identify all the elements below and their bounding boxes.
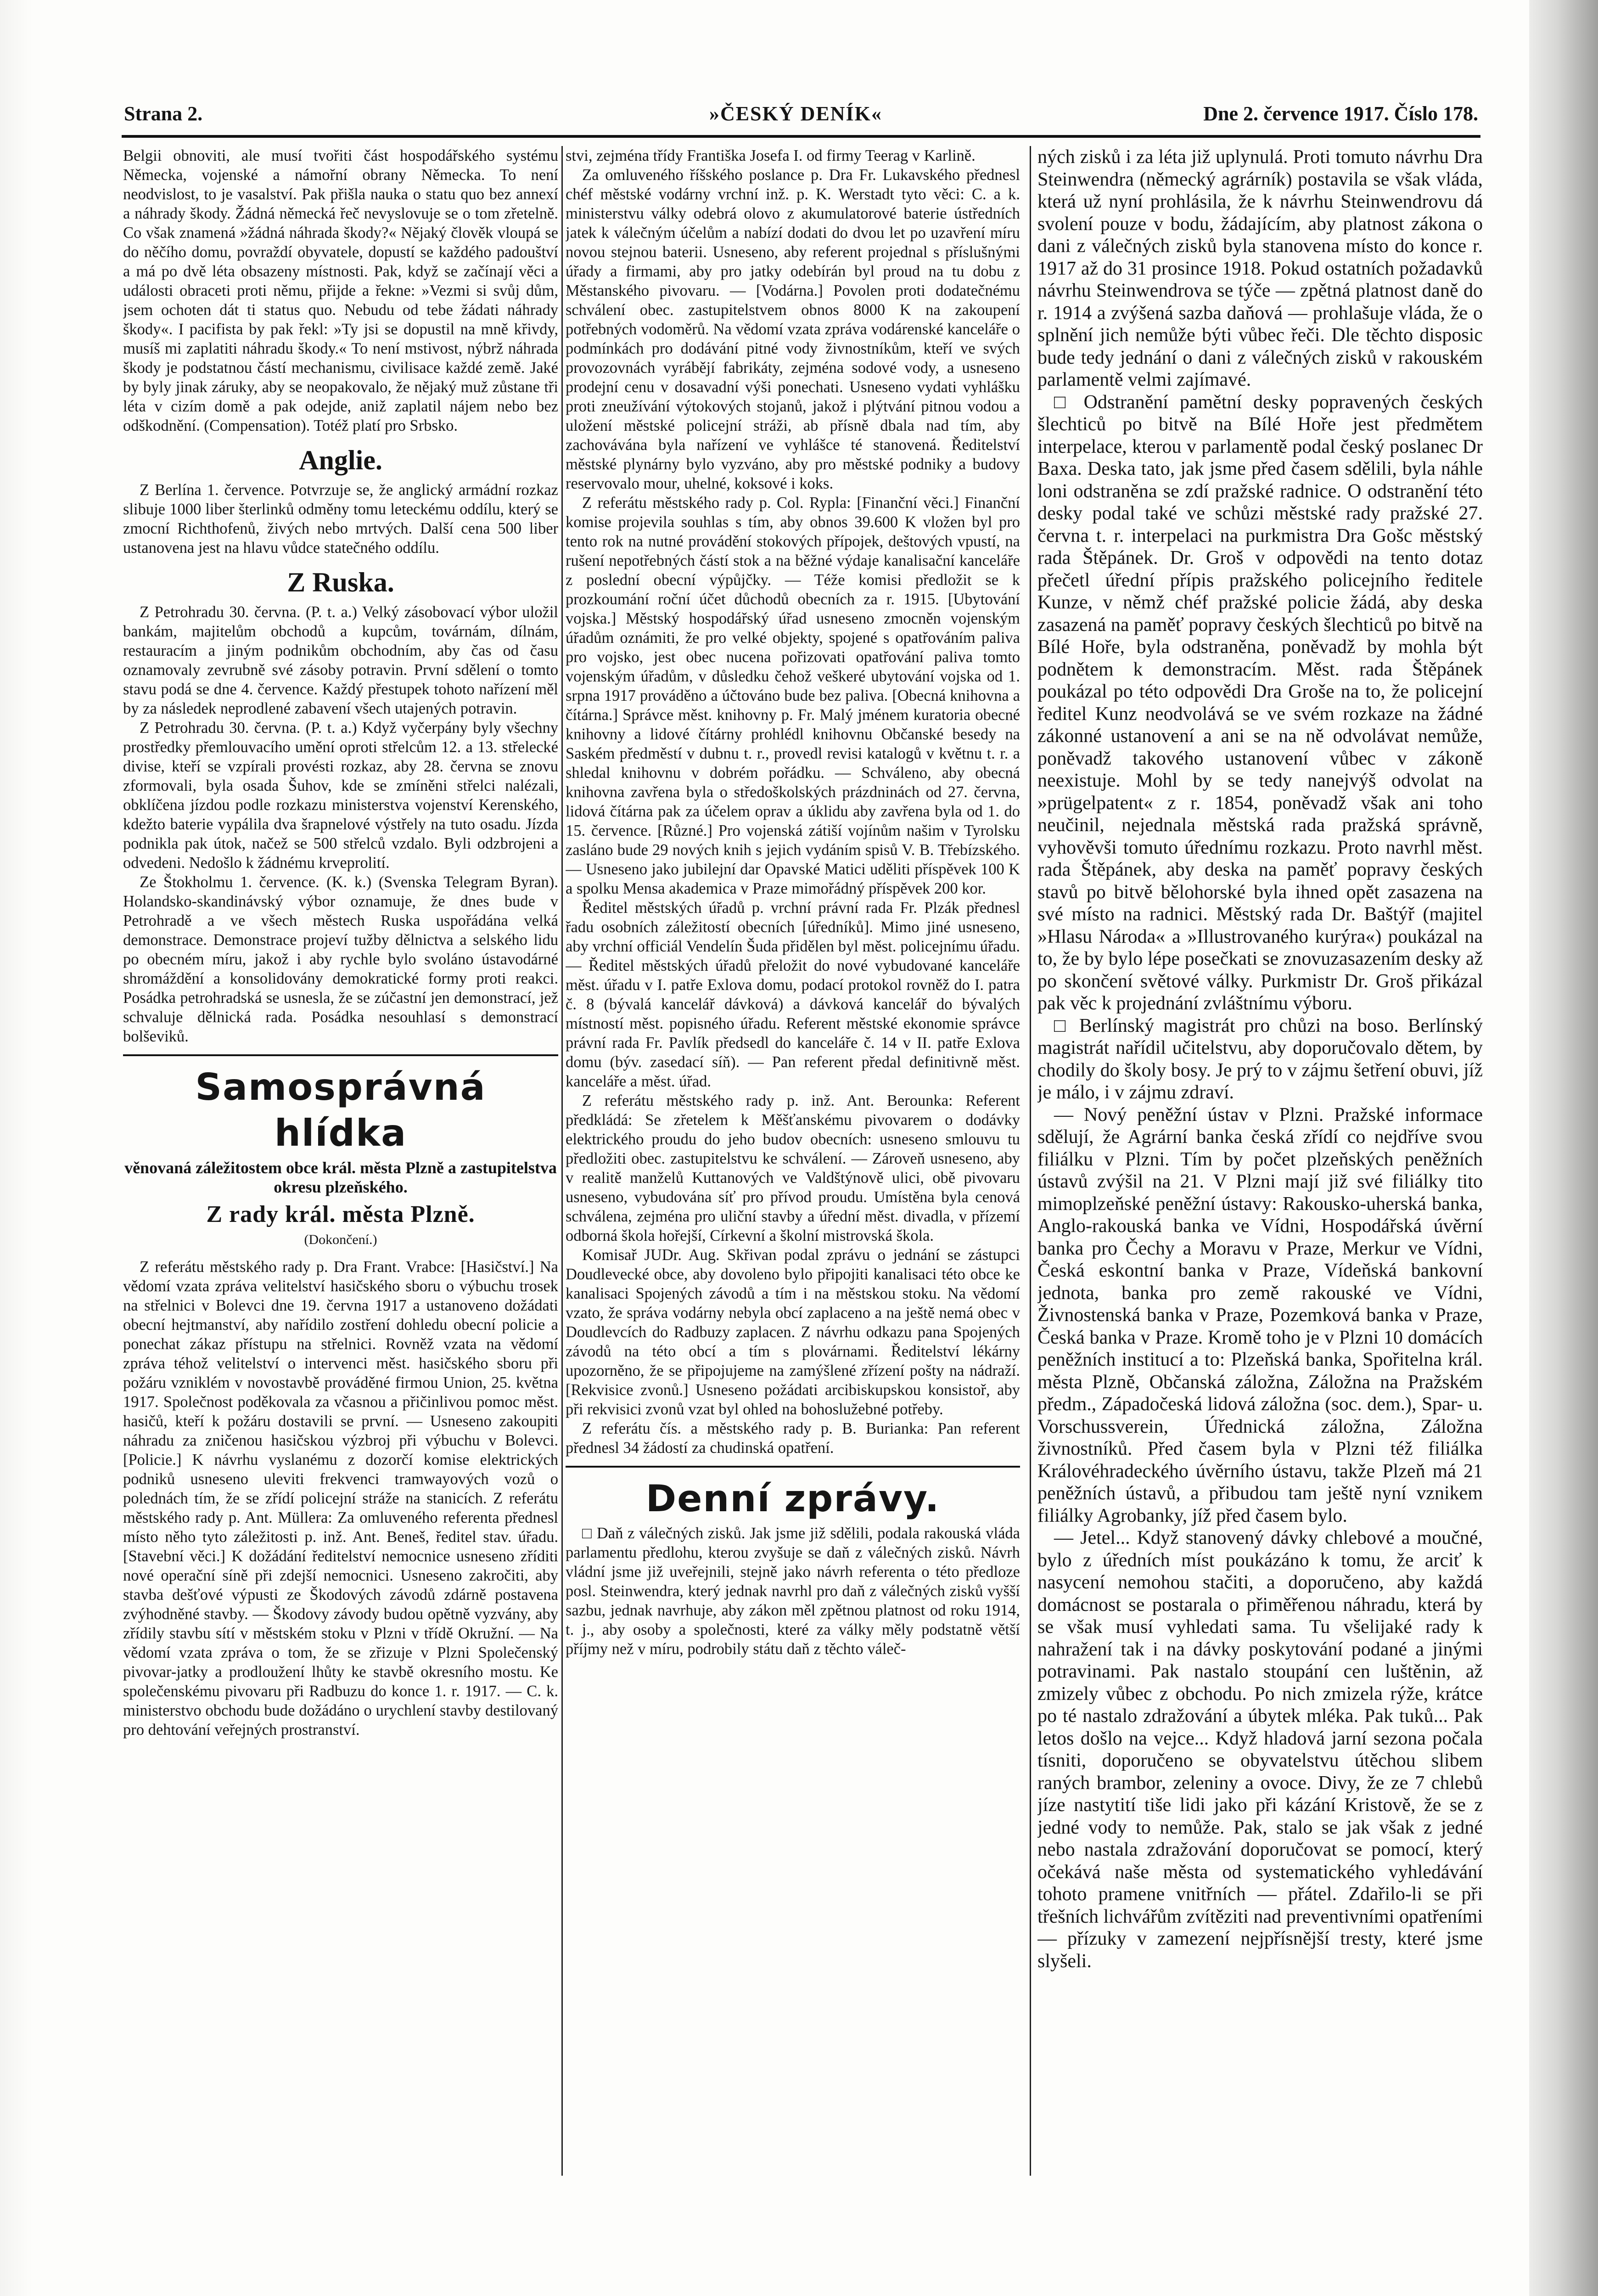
continuation-note: (Dokončení.): [304, 1232, 377, 1247]
belgium-article: Belgii obnoviti, ale musí tvořiti část hospodářského systému Německa, vojenské a námořní obrany Německa. To není neodvislost, to je vasalství. Pak přišla nauka o statu quo bez annexí a náhrady škody. Žádná německá řeč nevyslovuje se o tom zřetelně. Co však znamená »žádná náhrada škody?« Nějaký člověk vloupá se do něčího domu, povraždí obyvatele, dopustí se každého padouštví a má po dvě léta obsazeny místnosti. Pak, když se začínají věci a události obraceti proti němu, přijde a řekne: »Vezmi si svůj dům, jsem ochoten dát ti status quo. Nebudu od tebe žádati náhrady škody«. I pacifista by pak řekl: »Ty jsi se dopustil na mně křivdy, musíš mi zaplatiti náhradu škody.« To není mstivost, nýbrž náhrada škody je podstatnou částí mechanismu, civilisace každé země. Jaké by byly jinak záruky, aby se neopakovalo, že nějaký muž zůstane tři léta v cizím domě a pak odejde, aniž zaplatil nájem nebo bez odškodnění. (Compensation). Totéž platí pro Srbsko.: [123, 147, 558, 434]
page-number: Strana 2.: [124, 102, 203, 125]
berlin-article: □ Berlínský magistrát pro chůzi na boso. Berlínský magistrát nařídil učitelstvu, aby doporučovalo dětem, by chodily do školy bosy. Je prý to v zájmu šetření obuvi, jíž je málo, i v zájmu zdraví.: [1037, 1015, 1483, 1103]
newspaper-title: »ČESKÝ DENÍK«: [709, 102, 882, 125]
ruska-article-1: Z Petrohradu 30. června. (P. t. a.) Velký zásobovací výbor uložil bankám, majitelům obchodů a kupcům, továrnám, dílnám, restauracím a jiným podnikům obchodním, aby čas od času oznamovaly zevrubně své zásoby potravin. První sdělení o tomto stavu podá se dne 4. července. Každý přestupek tohoto nařízení měl by za následek neprodlené zabavení všech utajených potravin.: [123, 603, 558, 717]
council-text-1: stvi, zejména třídy Františka Josefa I. od firmy Teerag v Karlině.: [566, 147, 976, 164]
ruska-article-3: Ze Štokholmu 1. července. (K. k.) (Svenska Telegram Byran). Holandsko-skandinávský výbor oznamuje, že dnes bude v Petrohradě a ve všech městech Ruska uspořádána velká demonstrace. Demonstrace projeví tužby dělnictva a selského lidu po obecném míru, jakož i aby rychle bylo svoláno ústavodárné shromáždění a konsolidovány demokratické formy proti reakci. Posádka petrohradská se usnesla, že se zúčastní jen demonstrací, jež schvaluje dělnická rada. Posádka nesouhlasí s demonstrací bolševiků.: [123, 873, 558, 1045]
section-rule: [123, 1054, 558, 1056]
samosprava-subheading: věnovaná záležitostem obce král. města Plzně a zastupitelstva okresu plzeňského.: [124, 1159, 557, 1196]
ruska-article-2: Z Petrohradu 30. června. (P. t. a.) Když vyčerpány byly všechny prostředky přemlouvacího umění oproti střelcům 12. a 13. střelecké divise, kteří se vzpírali provésti rozkaz, aby 28. června se znovu zformovali, byla osada Šuhov, kde se zmíněni střelci nalézali, obklíčena jízdou podle rozkazu ministerstva vojenství Kerenského, kdežto baterie vypálila dva šrapnelové výstřely na tuto osadu. Jízda podnikla pak útok, načež se 500 střelců vzdalo. Byli odzbrojeni a odvedeni. Nedošlo k žádnému krveprolití.: [123, 719, 558, 872]
scan-right-edge: [1529, 0, 1598, 2296]
scan-left-edge: [0, 0, 32, 2296]
denni-heading: Denní zprávy.: [645, 1477, 940, 1520]
header-rule: [122, 135, 1480, 138]
jetel-article: — Jetel... Když stanovený dávky chlebové a moučné, bylo z úředních míst poukázáno k tomu, že arciť k nasycení nemohou stačiti, a doporučeno, aby každá domácnost se postarala o přiměřenou náhradu, která by se však musí vyhledati sama. Tu všelijaké rady k nahražení tak i na dávky poskytování podané a jinými potravinami. Pak nastalo stoupání cen luštěnin, až zmizely vůbec z obchodu. Po nich zmizela rýže, krátce po té nastalo zdražování a úbytek mléka. Pak tuků... Pak letos došlo na vejce... Když hladová jarní sezona počala tísniti, doporučeno se obyvatelstvu útěchou slibem raných brambor, zeleniny a ovoce. Divy, že ze 7 chlebů jíze nastytití tiše lidi jako při kázání Kristově, že se z jedné vody to nemůže. Pak, stalo se jak však z jedné nebo nastala zdražování doporučovat se pomocí, který očekává naše města od systematického vyhledávání tohoto pramene vnitřních — přátel. Zdařilo-li se při třešních lichvářům zvítěziti nad preventivními opatřeními — přízuky v zamezení nejpřísnější tresty, které jsme slyšeli.: [1037, 1527, 1483, 1972]
page-header: [124, 102, 1478, 134]
rady-article: Z referátu městského rady p. Dra Frant. Vrabce: [Hasičství.] Na vědomí vzata zpráva velitelství hasičského sboru o výbuchu trosek na střelnici v Bolevci dne 19. června 1917 a ustanoveno dožádati obecní hejtmanství, aby nařídilo zostření dohledu obecní policie a ponechat zákaz přístupu na střelnici. Rovněž vzata na vědomí zpráva téhož velitelství o intervenci měst. hasičského sboru při požáru vzniklém v novostavbě prováděné firmou Union, 25. května 1917. Společnost poděkovala za včasnou a přičinlivou pomoc měst. hasičů, kteří k požáru dostavili se první. — Usneseno zakoupiti náhradu za zničenou hasičskou výzbroj při výbuchu v Bolevci. [Policie.] K návrhu vyslanému z dozorčí komise elektrických podniků usneseno uleviti frekvenci tramwayových vozů o polednách tím, že se zřídí policejní stráže na stanicích. Z referátu městského rady p. Ant. Müllera: Za omluveného referenta přednesl místo něho tyto záležitosti p. inž. Ant. Beneš, ředitel stav. úřadu. [Stavební věci.] K dožádání ředitelství nemocnice usneseno zříditi nové operační síně při zdejší nemocnici. Usneseno zakročiti, aby stavba dešťové výpusti ze Škodových závodů zdárně postavena zvýhodněné stavby. — Škodovy závody budou opětně vyzvány, aby zřídily stavbu sítí v městském stoku v Plzni v třídě Okružní. — Na vědomí vzata zpráva o tom, že se zřizuje v Plzni Společenský pivovar-jatky a prodloužení lhůty ke stavbě okresního mostu. Ke společenskému pivovaru při Radbuzu do konce 1. r. 1917. — C. k. ministerstvo obchodu bude dožádáno o urychlení stavby destilovaný pro dehtování veřejných prostranství.: [123, 1258, 558, 1739]
council-text-2: Za omluveného říšského poslance p. Dra Fr. Lukavského přednesl chéf městské vodárny vrchní inž. p. K. Werstadt tyto věci: C. a k. ministerstvu války odebrá olovo z akumulatorové baterie ústředních jatek k válečným účelům a nabízí dodati do dvou let po uzavření míru novou stejnou baterii. Usneseno, aby referent projednal s příslušnými úřady a firmami, aby pro jatky odebírán byl proud na tu dobu z Městanského pivovaru. — [Vodárna.] Povolen proti dodatečnému schválení obec. zastupitelstvem obnos 8000 K na zakoupení potřebných vodoměrů. Na vědomí vzata zpráva vodárenské kanceláře o podmínkách pro dodávání pitné vody živnostníkům, kteří ve svých provozovnách vyrábějí fabrikáty, zejména sodové vody, a usneseno prodejní cenu v dosavadní výši ponechati. Usneseno vydati vyhlášku proti zneužívání výtokových stojanů, jakož i plýtvání pitnou vodou a uložení městské policejní stráži, ab přísně dbala nad tím, aby zachovávána byla nařízení ve vyhlášce té stanovená. Ředitelství městské plynárny bylo vyzváno, aby pro městské podniky a budovy reservovalo mour, uhelné, koksové i koks.: [566, 166, 1020, 492]
column-divider-2: [1030, 146, 1031, 2176]
council-text-4: Ředitel městských úřadů p. vrchní právní rada Fr. Plzák přednesl řadu osobních záležitostí obecních [úředníků]. Mimo jiné usneseno, aby vrchní officiál Vendelín Šuda přidělen byl měst. policejnímu úřadu. — Ředitel městských úřadů přeložit do nové vybudované kanceláře měst. úřadu v I. patře Exlova domu, podací protokol rovněž do I. patra č. 8 (bývalá kancelář dávková) a dávková kancelář do bývalých místností měst. popisného úřadu. Referent městské ekonomie správce právní rada Fr. Pavlík předsedl do kanceláře č. 14 v II. patře Exlova domu (býv. zasedací síň). — Pan referent předal definitivně měst. kanceláře a měst. úřad.: [566, 899, 1020, 1090]
ruska-heading: Z Ruska.: [287, 567, 394, 597]
council-text-6: Komisař JUDr. Aug. Skřivan podal zprávu o jednání se zástupci Doudlevecké obce, aby dovoleno bylo připojiti kanalisaci této obce ke kanalisaci Spojených závodů a tím i na městskou stoku. Na vědomí vzato, že správa vodárny nebyla obcí zaplaceno a na ještě nemá obec v Doudlevcích do Radbuzy zaplacen. Z návrhu odkazu pana Spojených závodů na této obcí a tím s plovárnami. Ředitelství lékárny upozorněno, že se připojujeme na zamýšlené zřízení pošty na nádraží. [Rekvisice zvonů.] Usneseno požádati arcibiskupskou konsistoř, aby při rekvisici zvonů vzat byl ohled na bohoslužebné potřeby.: [566, 1246, 1020, 1418]
tax-article-cont: ných zisků i za léta již uplynulá. Proti tomuto návrhu Dra Steinwendra (německý agrárník) postavila se však vláda, která už nyní prohlásila, že k návrhu Steinwendrovu dá svolení pouze v bodu, žádajícím, aby platnost zákona o dani z válečných zisků byla stanovena místo do konce r. 1917 až do 31 prosince 1918. Pokud ostatních požadavků návrhu Steinwendrova se týče — zpětná platnost daně do r. 1914 a zvýšená sazba daňová — prohlašuje vláda, že o splnění jich nemůže býti vůbec řeči. Dle těchto disposic bude tedy jednání o dani z válečných zisků v rakouském parlamentě velmi zajímavé.: [1037, 146, 1483, 390]
council-text-5: Z referátu městského rady p. inž. Ant. Berounka: Referent předkládá: Se zřetelem k Měšťanskému pivovarem o dodávky elektrického proudu do jeho budov obecních: usneseno smlouvu tu předložiti obec. zastupitelstvu ke schválení. — Zároveň usneseno, aby v realitě manželů Kuttanových ve Valdštýnově ulici, obě pivovaru usneseno, vybudována síť pro přívod proudu. Umístěna byla cenová schválena, zejména pro uliční stavby a úřední měst. divadla, v přízemí odborná škola hořejší, Církevní a školní mistrovská škola.: [566, 1092, 1020, 1244]
issue-date: Dne 2. července 1917. Číslo 178.: [1203, 102, 1478, 125]
column-divider-1: [561, 146, 563, 2176]
column-2: [566, 146, 1020, 2176]
anglie-article: Z Berlína 1. července. Potvrzuje se, že anglický armádní rozkaz slibuje 1000 liber šterlinků odměny tomu leteckému oddílu, který se zmocní Richthofenů, živých nebo mrtvých. Další cena 500 liber ustanovena jest na hlavu vůdce statečného oddílu.: [123, 481, 558, 557]
section-rule-2: [566, 1466, 1020, 1468]
bank-article: — Nový peněžní ústav v Plzni. Pražské informace sdělují, že Agrární banka česká zřídí co nejdříve svou filiálku v Plzni. Tím by počet plzeňských peněžních ústavů zvýšil na 21. V Plzni mají již své filiálky tito mimoplzeňské peněžní ústavy: Rakousko-uherská banka, Anglo-rakouská banka ve Vídni, Hospodářská úvěrní banka pro Čechy a Moravu v Praze, Merkur ve Vídni, Česká eskontní banka v Praze, Vídeňská bankovní jednota, banka pro země rakouské ve Vídni, Živnostenská banka v Praze, Pozemková banka v Praze, Česká banka v Praze. Kromě toho je v Plzni 10 domácích peněžních institucí a to: Plzeňská banka, Spořitelna král. města Plzně, Občanská záložna, Záložna na Pražském předm., Západočeská lidová záložna (soc. dem.), Spar- u. Vorschussverein, Úřednická záložna, Záložna živnostníků. Před časem byla v Plzni též filiálka Královéhradeckého úvěrního ústavu, takže Plzeň má 21 peněžních ústavů, a přibudou tam ještě nyní vznikem filiálky Agrobanky, jíž před časem bylo.: [1037, 1104, 1483, 1526]
rady-heading: Z rady král. města Plzně.: [206, 1201, 475, 1227]
column-1: [123, 146, 558, 2176]
council-text-3: Z referátu městského rady p. Col. Rypla: [Finanční věci.] Finanční komise projevila souhlas s tím, aby obnos 39.600 K vložen byl pro tento rok na nutné provádění stokových přípojek, deštových vpustí, na rušení nepotřebných částí stok a na běžné výdaje kanalisační kanceláře z poslední obecní výpůjčky. — Téže komisi předložit se k prozkoumání roční účet důchodů obecních za r. 1915. [Ubytování vojska.] Městský hospodářský úřad usneseno zmocněn vojenským úřadům oznámiti, že pro velké objekty, spojené s opatřováním paliva pro vojsko, jest obec nucena pořizovati opatřování paliva tomto vojenským úřadům, v důsledku čehož veškeré ubytování vojska od 1. srpna 1917 prováděno a účtováno bude bez paliva. [Obecná knihovna a čítárna.] Správce měst. knihovny p. Fr. Malý jménem kuratoria obecné knihovny a lidové čítárny prohlédl knihovnu Občanské besedy na Saském předměstí v dubnu t. r., provedl revisi katalogů v květnu t. r. a shledal knihovnu v dobrém pořádku. — Schváleno, aby obecná knihovna zavřena byla o středoškolských prázdninách od 27. června, lidová čítárna pak za účelem oprav a úklidu aby zavřena byla od 1. do 15. července. [Různé.] Pro vojenská zátiší vojínům našim v Tyrolsku zasláno bude 29 nových knih s jejich vydáním spisů V. B. Třebízského. — Usneseno jako jubilejní dar Opavské Matici uděliti příspěvek 100 K a spolku Mensa akademica v Praze mimořádný příspěvek 200 kor.: [566, 494, 1020, 897]
column-3: [1037, 146, 1483, 2176]
council-text-7: Z referátu čís. a městského rady p. B. Burianka: Pan referent přednesl 34 žádostí za chudinská opatření.: [566, 1420, 1020, 1457]
anglie-heading: Anglie.: [299, 445, 382, 475]
plaque-article: □ Odstranění pamětní desky popravených českých šlechticů po bitvě na Bílé Hoře jest předmětem interpelace, kterou v parlamentě podal český poslanec Dr Baxa. Deska tato, jak jsme před časem sdělili, byla náhle loni odstraněna se zdí pražské radnice. O odstranění této desky podal také ve schůzi městské rady pražské 27. června t. r. interpelaci na purkmistra Dra Gošc městský rada Štěpánek. Dr. Groš v odpovědi na tento dotaz přečetl úřední přípis pražského policejního ředitele Kunze, v němž chéf pražské policie žádá, aby deska zasazená na paměť popravy českých šlechticů po bitvě na Bílé Hoře, byla odstraněna, poněvadž by mohla být podnětem k demonstracím. Měst. rada Štěpánek poukázal po této odpovědi Dra Groše na to, že policejní ředitel Kunz neodvolává se ve svém rozkaze na žádné zákonné ustanovení a ani se na ně odvolávat nemůže, poněvadž takového ustanovení vůbec v zákoně neexistuje. Mohl by se tedy nanejvýš odvolat na »prügelpatent« z r. 1854, poněvadž však ani toho neučinil, nejednala městská rada pražská správně, vyhověvši tomuto úřednímu rozkazu. Proto navrhl měst. rada Štěpánek, aby deska na paměť popravy českých stavů po bitvě bělohorské byla ihned opět zasazena na své místo na radnici. Městský rada Dr. Baštýř (majitel »Hlasu Národa« a »Illustrovaného kurýra«) poukázal na to, že by bylo lépe posečkati se znovuzasazením desky až po skončení světové války. Purkmistr Dr. Groš přikázal pak věc k projednání zvláštnímu výboru.: [1037, 391, 1483, 1014]
denni-article: □ Daň z válečných zisků. Jak jsme již sdělili, podala rakouská vláda parlamentu předlohu, kterou zvyšuje se daň z válečných zisků. Návrh vládní jsme již uveřejnili, stejně jako návrh referenta o této předloze posl. Steinwendra, který jednak navrhl pro daň z válečných zisků vyšší sazbu, jednak navrhuje, aby zákon měl zpětnou platnost od roku 1914, t. j., aby osoby a společnosti, které za války měly podstatně větší příjmy než v míru, podrobily státu daň z těchto váleč-: [566, 1525, 1020, 1658]
samosprava-heading: Samosprávná hlídka: [195, 1066, 486, 1154]
